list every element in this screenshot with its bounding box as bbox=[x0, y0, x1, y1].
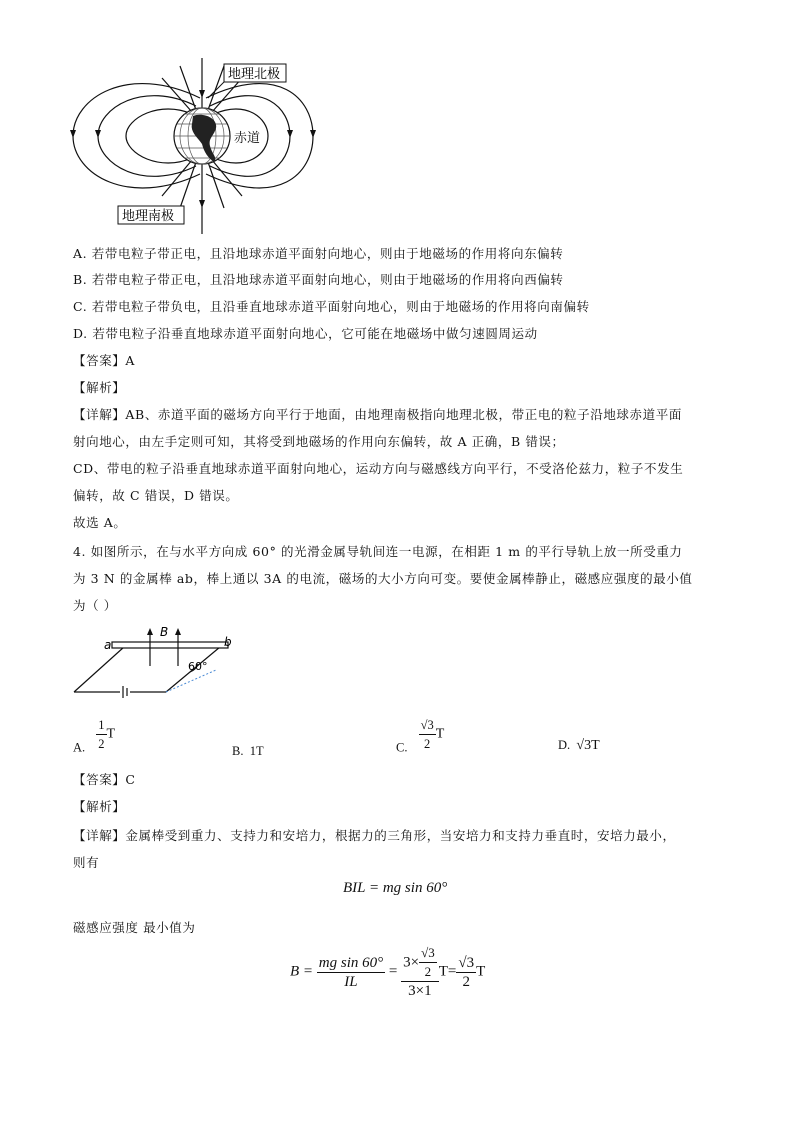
q4-text-min-b: 磁感应强度 最小值为 bbox=[73, 920, 196, 935]
label-south-pole: 地理南极 bbox=[122, 209, 175, 224]
q4-stem-line: 为 3 N 的金属棒 ab，棒上通以 3A 的电流，磁场的大小方向可变。要使金属棒静止，磁感应强度的最小值 bbox=[73, 571, 693, 586]
q3-answer: 【答案】A bbox=[73, 353, 136, 368]
label-equator: 赤道 bbox=[234, 131, 261, 146]
q3-analysis-title: 【解析】 bbox=[73, 380, 126, 395]
q4-stem-line: 4. 如图所示，在与水平方向成 60° 的光滑金属导轨间连一电源，在相距 1 m 的平行导轨上放一所受重力 bbox=[73, 544, 683, 559]
label-b: b bbox=[224, 635, 232, 649]
q3-conclusion: 故选 A。 bbox=[73, 515, 127, 530]
q4-detail-line: 【详解】金属棒受到重力、支持力和安培力，根据力的三角形，当安培力和支持力垂直时，安培力最小， bbox=[73, 828, 676, 843]
equation-b-min: B = $\frac{\text{mg sin 60°}}{IL}$ = 3× $\frac{√3}{2}$ 3×1 T= $\frac{√3}{2}$ T bbox=[290, 945, 486, 999]
label-angle: 60° bbox=[188, 660, 208, 673]
q3-detail-line: CD、带电的粒子沿垂直地球赤道平面射向地心，运动方向与磁感线方向平行，不受洛伦兹力，粒子不发生 bbox=[73, 461, 684, 476]
q4-option-c: C. $\frac{√3}{2}$ T bbox=[396, 718, 445, 755]
q3-option-b: B. 若带电粒子带正电，且沿地球赤道平面射向地心，则由于地磁场的作用将向西偏转 bbox=[73, 272, 564, 287]
q4-analysis-title: 【解析】 bbox=[73, 799, 126, 814]
label-north-pole: 地理北极 bbox=[228, 67, 281, 82]
q4-stem-line: 为（ ） bbox=[73, 598, 117, 613]
q4-option-b: B. 1T bbox=[232, 744, 264, 758]
globe-icon bbox=[174, 108, 230, 164]
q3-option-c: C. 若带电粒子带负电，且沿垂直地球赤道平面射向地心，则由于地磁场的作用将向南偏转 bbox=[73, 299, 590, 314]
label-B: B bbox=[160, 625, 169, 639]
q3-option-d: D. 若带电粒子沿垂直地球赤道平面射向地心，它可能在地磁场中做匀速圆周运动 bbox=[73, 326, 538, 341]
incline-rail-figure bbox=[70, 622, 250, 698]
q4-option-d: D. √3T bbox=[558, 738, 600, 753]
q3-detail-line: 偏转，故 C 错误，D 错误。 bbox=[73, 488, 239, 503]
equation-bil: BIL = mg sin 60° bbox=[343, 880, 448, 896]
q4-detail-line: 则有 bbox=[73, 855, 100, 870]
q3-detail-line: 射向地心，由左手定则可知，其将受到地磁场的作用向东偏转，故 A 正确，B 错误； bbox=[73, 434, 565, 449]
q3-option-a: A. 若带电粒子带正电，且沿地球赤道平面射向地心，则由于地磁场的作用将向东偏转 bbox=[73, 246, 564, 261]
q3-detail-line: 【详解】AB、赤道平面的磁场方向平行于地面，由地理南极指向地理北极，带正电的粒子沿地球赤道平面 bbox=[73, 407, 682, 422]
q4-option-a: A. $\frac{1}{2}$ T bbox=[73, 718, 116, 755]
label-a: a bbox=[104, 638, 112, 652]
q4-answer: 【答案】C bbox=[73, 772, 136, 787]
earth-magnetic-field-figure bbox=[68, 58, 318, 234]
